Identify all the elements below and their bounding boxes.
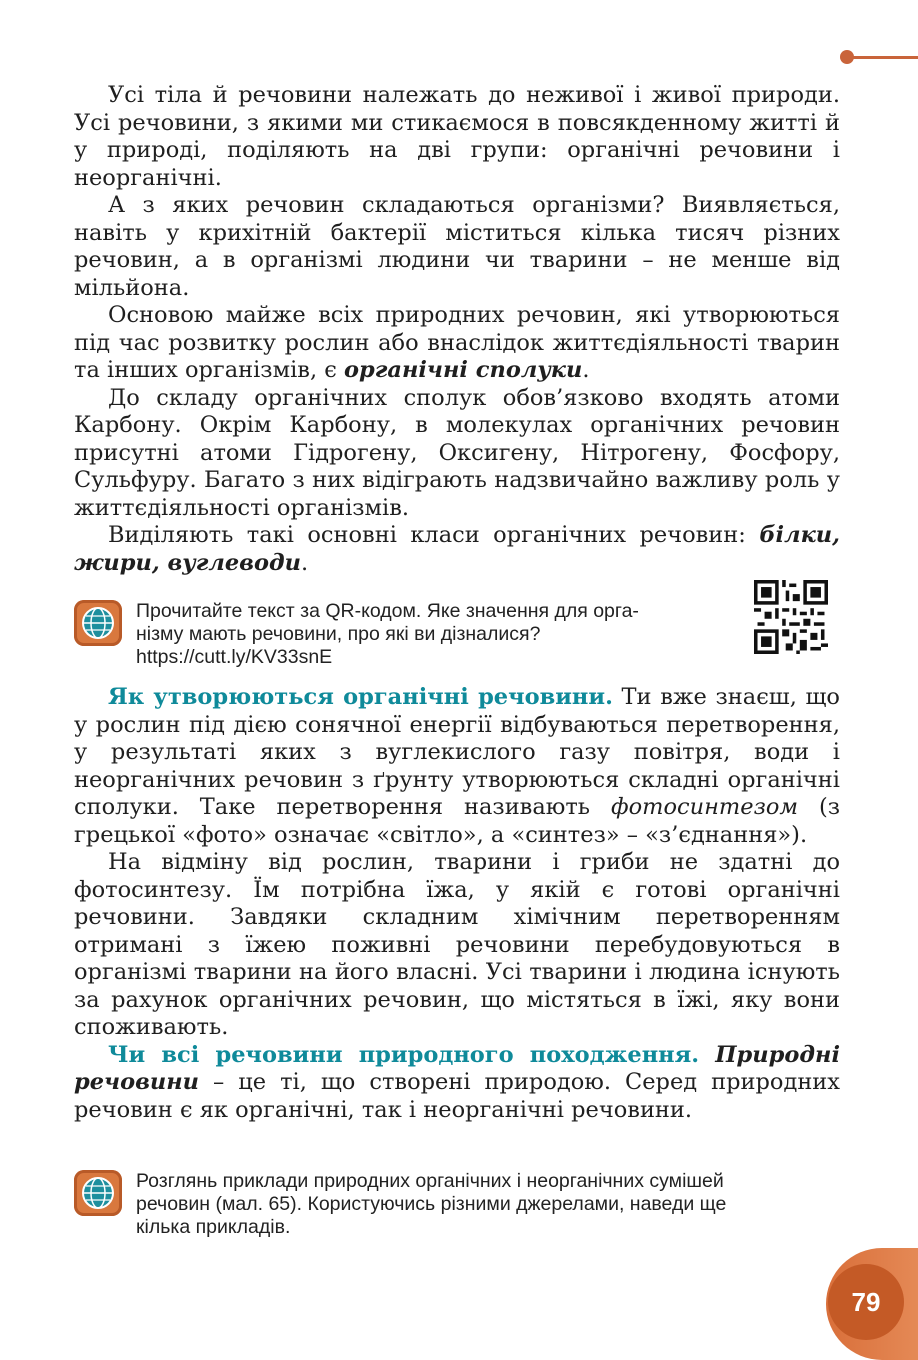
- globe-icon: [74, 600, 122, 646]
- paragraph-3: Основою майже всіх природних речовин, які утворюються під час розвитку рослин або внаслідок життєдіяльності тварин та інших організмів, є органічні сполуки.: [74, 302, 840, 383]
- main-text-block-2: [74, 684, 840, 1124]
- paragraph-4: До складу органічних сполук обов’язково входять атоми Карбону. Окрім Карбону, в молекулах органічних речовин присутні атоми Гідрогену, Оксигену, Нітрогену, Фосфору, Сульфуру. Багато з них відіграють надзвичайно важливу роль у життєдіяльності організмів.: [74, 384, 840, 521]
- section-heading-formation: Як утворюються органічні речовини.: [108, 684, 613, 710]
- paragraph-1: Усі тіла й речовини належать до неживої і живої природи. Усі речовини, з якими ми стикаємося в повсякденному житті й у природі, поділяють на дві групи: органічні речовини і неорганічні.: [74, 82, 840, 191]
- paragraph-7: На відміну від рослин, тварини і гриби не здатні до фотосинтезу. Їм потрібна їжа, у якій є готові органічні речовини. Завдяки складним хімічним перетворенням отримані з їжею поживні речовини перебудовуються в організмі тварини на його власні. Усі тварини і людина існують за рахунок органічних речовин, що містяться в їжі, яку вони споживають.: [74, 849, 840, 1040]
- paragraph-2: А з яких речовин складаються організми? Виявляється, навіть у крихітній бактерії міститься кілька тисяч різних речовин, а в організмі людини чи тварини – не менше від мільйона.: [74, 192, 840, 301]
- top-decor-line: [848, 56, 918, 59]
- term-organic-compounds: органічні сполуки: [344, 357, 583, 383]
- qr-code[interactable]: [754, 580, 828, 654]
- paragraph-5: Виділяють такі основні класи органічних речовин: білки, жири, вуглеводи.: [74, 522, 840, 576]
- examples-task-box: [74, 1164, 840, 1244]
- main-text-block-1: [74, 82, 840, 577]
- term-photosynthesis: фотосинтезом: [610, 794, 799, 820]
- globe-icon: [74, 1170, 122, 1216]
- qr-task-box: [74, 594, 840, 674]
- paragraph-8: Чи всі речовини природного походження. Природні речовини – це ті, що створені природою. Серед природних речовин є як органічні, так і неорганічні речовини.: [74, 1041, 840, 1123]
- term-natural-substances: Природні речовини: [74, 1041, 840, 1095]
- page-number: 79: [828, 1264, 904, 1340]
- term-classes: білки, жири, вуглеводи: [74, 522, 840, 576]
- top-decor-dot: [840, 50, 854, 64]
- qr-link[interactable]: https://cutt.ly/KV33snE: [136, 646, 333, 668]
- qr-task-text: Прочитайте текст за QR-кодом. Яке значення для орга- нізму мають речовини, про які ви дізналися? https://cutt.ly/KV33snE: [136, 600, 639, 668]
- examples-task-text: Розглянь приклади природних органічних і неорганічних сумішей речовин (мал. 65). Користуючись різними джерелами, наведи ще кілька прикладів.: [136, 1170, 727, 1238]
- paragraph-6: Як утворюються органічні речовини. Ти вже знаєш, що у рослин під дією сонячної енергії відбуваються перетворення, у результаті яких з вуглекислого газу повітря, води і неорганічних речовин з ґрунту утворюються складні органічні сполуки. Таке перетворення називають фотосинтезом (з грецької «фото» означає «світло», а «синтез» – «з’єднання»).: [74, 684, 841, 848]
- section-heading-natural: Чи всі речовини природного походження.: [108, 1041, 700, 1068]
